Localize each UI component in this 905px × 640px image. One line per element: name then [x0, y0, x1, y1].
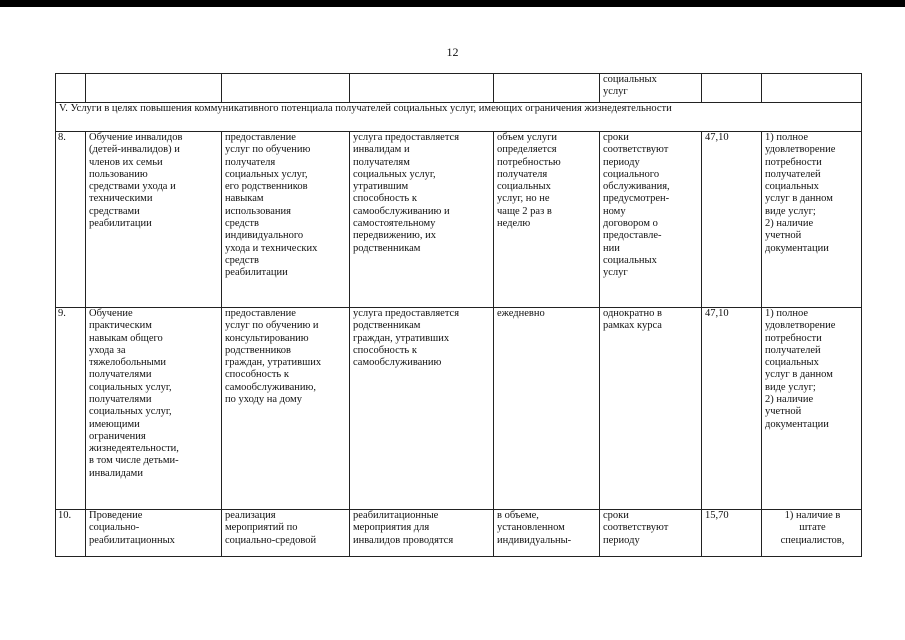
- table-cell: [762, 74, 862, 103]
- table-row-service-8: [56, 132, 862, 308]
- service-name: Проведение социально- реабилитационных: [86, 510, 222, 557]
- service-volume: объем услуги определяется потребностью получателя социальных услуг, но не чаще 2 раз в неделю: [494, 132, 600, 308]
- table-cell: [56, 74, 86, 103]
- services-table-wrapper: [55, 73, 861, 557]
- row-number: 8.: [56, 132, 86, 308]
- service-tariff: 47,10: [702, 132, 762, 308]
- row-number: 10.: [56, 510, 86, 557]
- service-description: предоставление услуг по обучению получателя социальных услуг, его родственников навыкам использования средств индивидуального ухода и технических средств реабилитации: [222, 132, 350, 308]
- service-quality: 1) полное удовлетворение потребности получателей социальных услуг в данном виде услуг; 2) наличие учетной документации: [762, 132, 862, 308]
- service-quality: 1) наличие в штате специалистов,: [762, 510, 862, 557]
- row-number: 9.: [56, 308, 86, 510]
- table-cell: [494, 74, 600, 103]
- service-tariff: 15,70: [702, 510, 762, 557]
- service-terms: сроки соответствуют периоду: [600, 510, 702, 557]
- table-row-service-10: [56, 510, 862, 557]
- table-cell: социальных услуг: [600, 74, 702, 103]
- table-cell: [86, 74, 222, 103]
- table-row-continuation: [56, 74, 862, 103]
- service-description: предоставление услуг по обучению и консультированию родственников граждан, утративших способность к самообслуживанию, по уходу на дому: [222, 308, 350, 510]
- service-terms: однократно в рамках курса: [600, 308, 702, 510]
- service-conditions: услуга предоставляется инвалидам и получателям социальных услуг, утратившим способность к самообслуживанию и самостоятельному передвижению, их родственникам: [350, 132, 494, 308]
- service-name: Обучение практическим навыкам общего ухода за тяжелобольными получателями социальных услуг, получателями социальных услуг, имеющими ограничения жизнедеятельности, в том числе детьми- инвалидами: [86, 308, 222, 510]
- section-title: V. Услуги в целях повышения коммуникативного потенциала получателей социальных услуг, имеющих ограничения жизнедеятельности: [56, 103, 862, 132]
- services-table: [55, 73, 862, 557]
- table-cell: [222, 74, 350, 103]
- service-name: Обучение инвалидов (детей-инвалидов) и членов их семьи пользованию средствами ухода и техническими средствами реабилитации: [86, 132, 222, 308]
- service-description: реализация мероприятий по социально-средовой: [222, 510, 350, 557]
- service-volume: в объеме, установленном индивидуальны-: [494, 510, 600, 557]
- section-header-row: [56, 103, 862, 132]
- service-terms: сроки соответствуют периоду социального обслуживания, предусмотрен- ному договором о предоставле- нии социальных услуг: [600, 132, 702, 308]
- service-conditions: услуга предоставляется родственникам граждан, утративших способность к самообслуживанию: [350, 308, 494, 510]
- service-quality: 1) полное удовлетворение потребности получателей социальных услуг в данном виде услуг; 2) наличие учетной документации: [762, 308, 862, 510]
- page-number: 12: [446, 45, 459, 59]
- table-row-service-9: [56, 308, 862, 510]
- service-conditions: реабилитационные мероприятия для инвалидов проводятся: [350, 510, 494, 557]
- table-cell: [702, 74, 762, 103]
- table-cell: [350, 74, 494, 103]
- service-volume: ежедневно: [494, 308, 600, 510]
- service-tariff: 47,10: [702, 308, 762, 510]
- scan-top-edge: [0, 0, 905, 7]
